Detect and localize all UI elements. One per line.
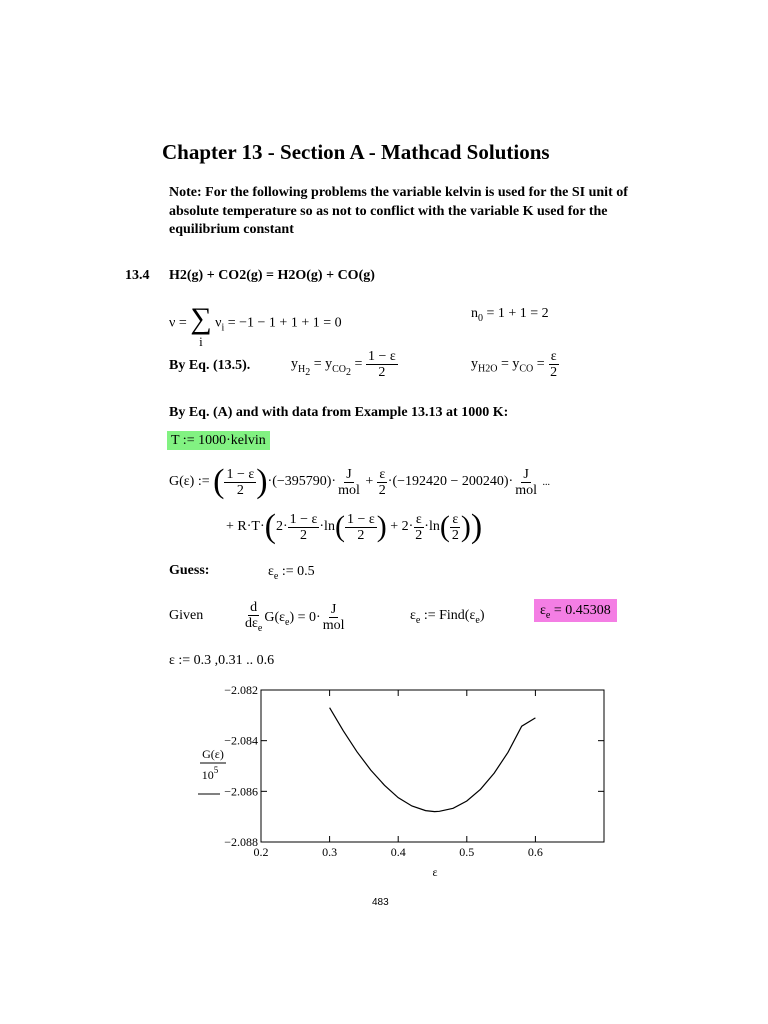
paren2-open: ( xyxy=(264,508,276,545)
g-two1: 2· xyxy=(275,519,288,535)
y-tick-label-3: −2.088 xyxy=(224,835,258,849)
deriv-num: d xyxy=(250,600,258,615)
find-sub2: e xyxy=(475,614,480,626)
y-axis-label-den-base: 10 xyxy=(201,768,214,782)
derivative xyxy=(243,600,264,636)
y-tick-label-2: −2.086 xyxy=(224,784,258,799)
g-frac6-num: ε xyxy=(452,511,459,527)
g-frac4-den: 2 xyxy=(357,527,365,543)
g-frac2-den: 2 xyxy=(378,482,386,498)
deriv-den-text: dε xyxy=(245,616,258,631)
fraction-eps xyxy=(548,349,559,380)
y-axis-label-den-sup: 5 xyxy=(213,765,219,775)
g-frac3 xyxy=(288,512,320,543)
result-highlight xyxy=(534,603,617,621)
deriv-den-sub: e xyxy=(257,622,263,634)
g-frac5 xyxy=(413,512,424,543)
paren4-open: ( xyxy=(439,510,450,543)
find-rhs: := Find(ε xyxy=(420,608,476,623)
g-c1: ·(−395790)· xyxy=(267,474,337,490)
y-var: y xyxy=(291,356,298,372)
t-def-highlight: T := 1000·kelvin xyxy=(167,431,270,450)
g-ln1: ·ln xyxy=(319,519,335,535)
g-frac1 xyxy=(224,467,256,498)
paren2-close: ) xyxy=(470,508,483,545)
nu-i-sub: i xyxy=(221,322,225,334)
frac2-num: ε xyxy=(550,349,557,364)
guess-equation xyxy=(268,564,315,582)
find-sub: e xyxy=(415,614,421,626)
y-axis-label-den xyxy=(202,765,219,782)
x-tick-label-3: 0.5 xyxy=(459,845,475,859)
sub-co-2: CO xyxy=(519,363,534,375)
result-box xyxy=(534,599,617,622)
reaction-equation: H2(g) + CO2(g) = H2O(g) + CO(g) xyxy=(169,268,375,283)
result-var: ε xyxy=(540,603,546,618)
guess-rhs: := 0.5 xyxy=(278,564,315,579)
sum-block xyxy=(190,304,211,351)
eq-sign: = xyxy=(351,356,363,372)
paren-close: ) xyxy=(256,463,268,500)
g-frac4-num: 1 − ε xyxy=(346,511,375,527)
range-definition: ε := 0.3 ,0.31 .. 0.6 xyxy=(169,653,275,668)
plot-frame xyxy=(261,690,604,842)
n0-sub: 0 xyxy=(478,312,483,324)
y-tick-label-1: −2.084 xyxy=(224,733,258,748)
g-epsilon-chart xyxy=(190,680,620,880)
x-tick-label-4: 0.6 xyxy=(527,845,543,859)
g-unit2 xyxy=(513,467,539,498)
sub-h: H xyxy=(298,363,306,375)
g-ln2: ·ln xyxy=(424,519,440,535)
x-tick-label-1: 0.3 xyxy=(322,845,338,859)
given-label: Given xyxy=(169,608,204,623)
nu-equation xyxy=(169,300,342,347)
g-continuation: ... xyxy=(542,477,551,489)
paren-open: ( xyxy=(213,463,225,500)
g-frac6-den: 2 xyxy=(451,527,459,543)
x-axis-label: ε xyxy=(432,865,438,879)
guess-label: Guess: xyxy=(169,563,210,578)
g-frac5-num: ε xyxy=(415,511,422,527)
g-plus1: + xyxy=(361,474,377,490)
paren3-open: ( xyxy=(334,510,345,543)
series-line xyxy=(330,708,536,812)
given-unit xyxy=(321,602,347,633)
g-frac3-den: 2 xyxy=(300,527,307,543)
given-unit-den: mol xyxy=(322,618,345,634)
y-tick-label-0: −2.082 xyxy=(224,683,258,697)
eqA-label: By Eq. (A) and with data from Example 13.13 at 1000 K: xyxy=(169,405,509,420)
eq135-label: By Eq. (13.5). xyxy=(169,358,251,373)
y-axis-label-num: G(ε) xyxy=(202,747,224,761)
eq135-left xyxy=(291,349,398,380)
eq-sign-2: = xyxy=(533,356,545,372)
page-number: 483 xyxy=(372,897,389,908)
deriv-den xyxy=(243,616,264,636)
find-end: ) xyxy=(479,608,485,623)
n0-equation xyxy=(471,306,549,324)
sub-co2: 2 xyxy=(346,366,352,378)
g-frac3-num: 1 − ε xyxy=(289,511,318,527)
given-expr-end: ) = 0· xyxy=(289,610,321,626)
g-unit1-den: mol xyxy=(338,482,360,498)
frac-num: 1 − ε xyxy=(367,349,396,364)
given-unit-num: J xyxy=(330,602,337,618)
y-var-2: y xyxy=(471,356,478,372)
g-unit2-num: J xyxy=(523,466,529,482)
problem-number: 13.4 xyxy=(125,268,150,283)
sum-symbol: ∑ xyxy=(190,302,212,335)
x-tick-label-2: 0.4 xyxy=(390,845,406,859)
g-frac6 xyxy=(450,512,461,543)
n0-var: n xyxy=(471,306,478,321)
n0-rhs: = 1 + 1 = 2 xyxy=(483,306,549,321)
g-frac1-den: 2 xyxy=(236,482,244,498)
nu-rhs: = −1 − 1 + 1 + 1 = 0 xyxy=(224,315,342,331)
sub-h2o: H2O xyxy=(478,363,498,375)
g-definition-line1 xyxy=(169,465,550,499)
sub-co: CO xyxy=(332,363,347,375)
temperature-definition xyxy=(167,433,270,449)
frac-den: 2 xyxy=(378,365,386,380)
sum-index: i xyxy=(199,334,203,349)
g-c2: ·(−192420 − 200240)· xyxy=(387,474,514,490)
page-title: Chapter 13 - Section A - Mathcad Solutions xyxy=(162,140,550,164)
result-sub: e xyxy=(545,609,551,621)
sub-h2: 2 xyxy=(305,366,311,378)
given-expr-sub: e xyxy=(285,616,290,628)
paren4-close: ) xyxy=(460,510,471,543)
fraction-1-eps xyxy=(366,349,398,380)
g-unit2-den: mol xyxy=(515,482,538,498)
note-paragraph: Note: For the following problems the variable kelvin is used for the SI unit of absolute temperature so as not to conflict with the variable K used for the equilibrium constant xyxy=(169,185,628,237)
g-rt: + R·T· xyxy=(226,519,265,535)
g-frac2-num: ε xyxy=(379,466,386,482)
g-definition-line2 xyxy=(226,510,482,544)
g-lhs: G(ε) := xyxy=(169,474,210,490)
nu-lhs: ν = xyxy=(169,315,187,331)
chart-ticks xyxy=(261,690,604,842)
result-value: = 0.45308 xyxy=(550,603,611,618)
given-equation xyxy=(243,600,346,636)
g-frac1-num: 1 − ε xyxy=(226,466,255,482)
nu-i: ν xyxy=(215,315,222,331)
frac2-den: 2 xyxy=(550,365,558,380)
g-unit1 xyxy=(336,467,362,498)
g-unit1-num: J xyxy=(346,466,352,482)
guess-var: ε xyxy=(268,564,274,579)
g-frac4 xyxy=(345,512,377,543)
guess-sub: e xyxy=(273,570,279,582)
x-tick-label-0: 0.2 xyxy=(253,845,269,859)
eq-mid-2: = y xyxy=(497,356,520,372)
g-plus2: + 2· xyxy=(386,519,414,535)
g-frac5-den: 2 xyxy=(415,527,423,543)
given-expr: G(ε xyxy=(264,610,285,626)
find-equation xyxy=(410,608,484,626)
eq135-right xyxy=(471,349,559,380)
eq-mid: = y xyxy=(310,356,333,372)
paren3-close: ) xyxy=(376,510,387,543)
find-var: ε xyxy=(410,608,416,623)
g-frac2 xyxy=(377,467,388,498)
